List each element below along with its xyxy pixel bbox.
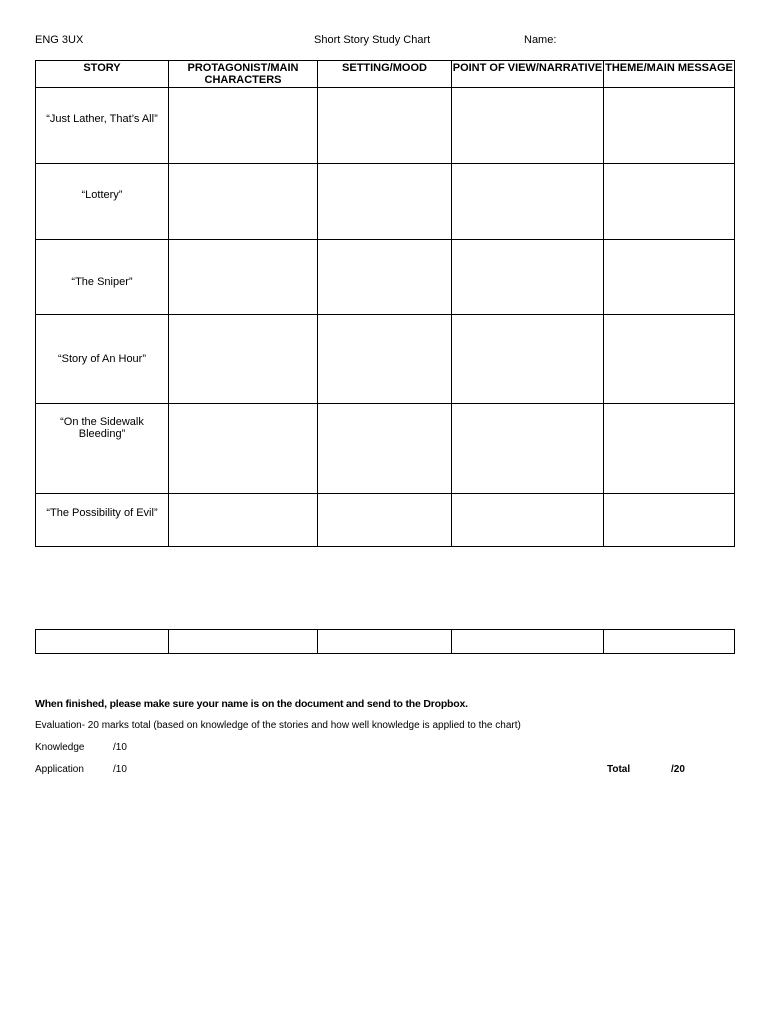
table-row	[36, 240, 735, 315]
protagonist-cell[interactable]	[169, 240, 318, 315]
story-title: “Story of An Hour”	[36, 315, 169, 404]
point-of-view-cell[interactable]	[452, 404, 604, 494]
theme-cell[interactable]	[604, 315, 735, 404]
knowledge-label: Knowledge	[35, 742, 85, 753]
column-header-point-of-view: POINT OF VIEW/NARRATIVE	[452, 61, 604, 88]
study-chart-table	[35, 60, 735, 547]
protagonist-cell[interactable]	[169, 494, 318, 547]
table-header-row	[36, 61, 735, 88]
column-header-setting: SETTING/MOOD	[318, 61, 452, 88]
setting-cell[interactable]	[318, 315, 452, 404]
blank-table-row	[35, 629, 735, 654]
blank-cell[interactable]	[169, 630, 318, 654]
table-row	[36, 494, 735, 547]
table-row	[36, 88, 735, 164]
protagonist-cell[interactable]	[169, 404, 318, 494]
protagonist-cell[interactable]	[169, 315, 318, 404]
theme-cell[interactable]	[604, 164, 735, 240]
story-title: “Just Lather, That’s All”	[36, 88, 169, 164]
story-title: “On the Sidewalk Bleeding”	[36, 404, 169, 494]
document-title: Short Story Study Chart	[314, 34, 431, 46]
blank-cell[interactable]	[452, 630, 604, 654]
theme-cell[interactable]	[604, 240, 735, 315]
knowledge-mark	[35, 742, 127, 753]
table-row	[36, 630, 735, 654]
table-row	[36, 164, 735, 240]
total-mark	[607, 764, 685, 775]
point-of-view-cell[interactable]	[452, 164, 604, 240]
column-header-theme: THEME/MAIN MESSAGE	[604, 61, 735, 88]
setting-cell[interactable]	[318, 240, 452, 315]
point-of-view-cell[interactable]	[452, 240, 604, 315]
evaluation-note: Evaluation- 20 marks total (based on knowledge of the stories and how well knowledge is applied to the chart)	[35, 720, 521, 731]
setting-cell[interactable]	[318, 494, 452, 547]
knowledge-score: /10	[113, 742, 127, 753]
protagonist-cell[interactable]	[169, 88, 318, 164]
protagonist-cell[interactable]	[169, 164, 318, 240]
setting-cell[interactable]	[318, 164, 452, 240]
point-of-view-cell[interactable]	[452, 494, 604, 547]
point-of-view-cell[interactable]	[452, 88, 604, 164]
course-code: ENG 3UX	[35, 34, 84, 46]
table-row	[36, 315, 735, 404]
column-header-protagonist: PROTAGONIST/MAIN CHARACTERS	[169, 61, 318, 88]
theme-cell[interactable]	[604, 88, 735, 164]
submission-instructions: When finished, please make sure your name is on the document and send to the Dropbox.	[35, 698, 468, 710]
application-label: Application	[35, 764, 84, 775]
story-title: “Lottery”	[36, 164, 169, 240]
theme-cell[interactable]	[604, 404, 735, 494]
name-label: Name:	[524, 34, 557, 46]
setting-cell[interactable]	[318, 88, 452, 164]
blank-cell[interactable]	[604, 630, 735, 654]
table-row	[36, 404, 735, 494]
setting-cell[interactable]	[318, 404, 452, 494]
blank-cell[interactable]	[318, 630, 452, 654]
column-header-story: STORY	[36, 61, 169, 88]
theme-cell[interactable]	[604, 494, 735, 547]
story-title: “The Sniper”	[36, 240, 169, 315]
application-score: /10	[113, 764, 127, 775]
story-title: “The Possibility of Evil”	[36, 494, 169, 547]
point-of-view-cell[interactable]	[452, 315, 604, 404]
blank-cell[interactable]	[36, 630, 169, 654]
total-label: Total	[607, 764, 631, 775]
total-score: /20	[671, 764, 685, 775]
application-mark	[35, 764, 127, 775]
